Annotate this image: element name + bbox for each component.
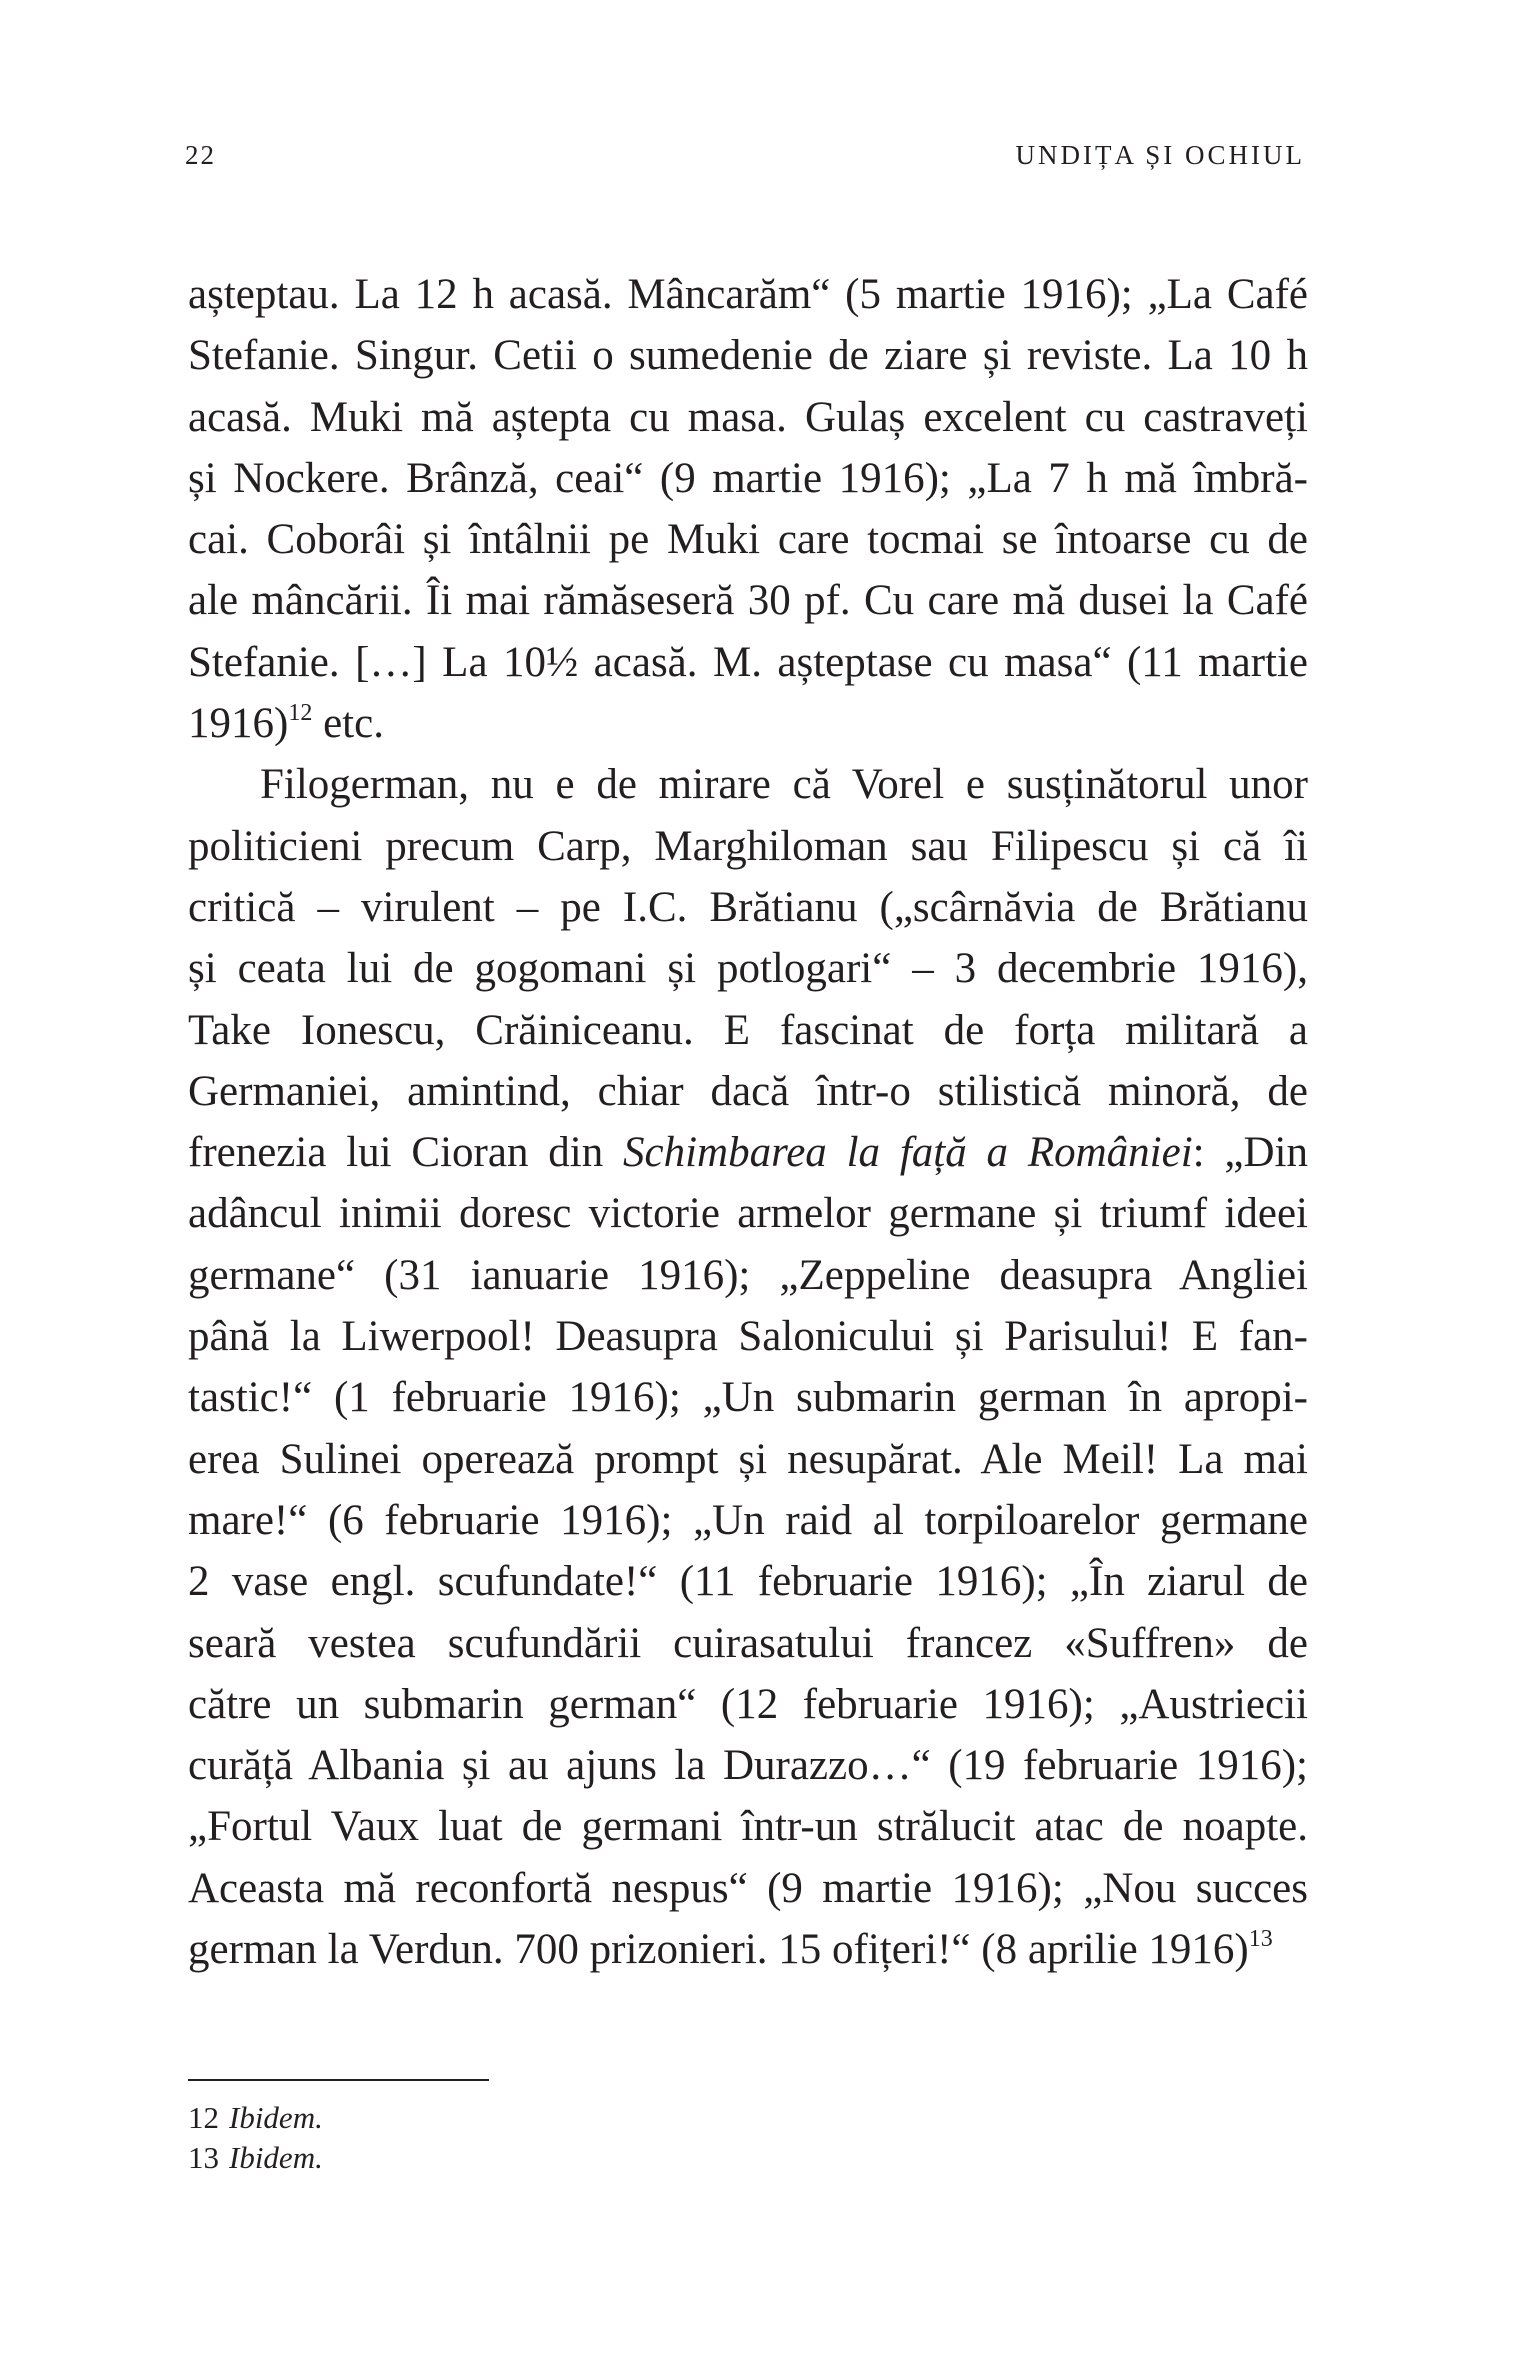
text-line <box>188 693 1308 754</box>
text-line: Stefanie. Singur. Cetii o sumedenie de ziare și reviste. La 10 h <box>188 332 1308 380</box>
text-line: Take Ionescu, Crăiniceanu. E fascinat de forța militară a <box>188 1006 1308 1054</box>
footnote-13 <box>188 2138 888 2178</box>
text-line: Stefanie. […] La 10½ acasă. M. așteptase cu masa“ (11 martie <box>188 638 1308 686</box>
page-number: 22 <box>185 140 216 170</box>
text-line: 2 vase engl. scufundate!“ (11 februarie 1916); „În ziarul de <box>188 1558 1308 1606</box>
text-fragment: german la Verdun. 700 prizonieri. 15 ofițeri!“ (8 aprilie 1916) <box>188 1926 1249 1974</box>
text-line: erea Sulinei operează prompt și nesupărat. Ale Meil! La mai <box>188 1435 1308 1483</box>
body-text <box>188 264 1308 1980</box>
paragraph-2 <box>188 754 1308 1980</box>
text-line: curăță Albania și au ajuns la Durazzo…“ (19 februarie 1916); <box>188 1742 1308 1790</box>
text-line: politicieni precum Carp, Marghiloman sau Filipescu și că îi <box>188 822 1308 870</box>
text-line: mare!“ (6 februarie 1916); „Un raid al torpiloarelor germane <box>188 1496 1308 1544</box>
paragraph-1 <box>188 264 1308 754</box>
text-line: seară vestea scufundării cuirasatului francez «Suffren» de <box>188 1619 1308 1667</box>
running-head: UNDIȚA ȘI OCHIUL <box>1015 140 1305 170</box>
text-fragment: : „Din <box>1192 1129 1308 1177</box>
text-line: Germaniei, amintind, chiar dacă într-o stilistică minoră, de <box>188 1067 1308 1115</box>
text-line <box>188 1919 1308 1980</box>
page-header <box>185 140 1305 180</box>
text-line: ale mâncării. Îi mai rămăseseră 30 pf. Cu care mă dusei la Café <box>188 577 1308 625</box>
text-line: Filogerman, nu e de mirare că Vorel e susținătorul unor <box>260 761 1308 809</box>
text-line: așteptau. La 12 h acasă. Mâncarăm“ (5 martie 1916); „La Café <box>188 271 1308 318</box>
footnote-ref-13: 13 <box>1248 1926 1273 1953</box>
footnote-divider <box>188 2079 489 2081</box>
footnote-ref-12: 12 <box>288 700 313 727</box>
text-line: acasă. Muki mă aștepta cu masa. Gulaș excelent cu castraveți <box>188 393 1308 441</box>
text-line: către un submarin german“ (12 februarie 1916); „Austriecii <box>188 1680 1308 1728</box>
text-line <box>188 1122 1308 1183</box>
text-fragment: 1916) <box>188 700 289 748</box>
text-line: până la Liwerpool! Deasupra Salonicului și Parisului! E fan- <box>188 1313 1308 1361</box>
text-line: și Nockere. Brânză, ceai“ (9 martie 1916); „La 7 h mă îmbră- <box>188 454 1308 502</box>
text-line: Aceasta mă reconfortă nespus“ (9 martie 1916); „Nou succes <box>188 1864 1308 1912</box>
text-line: tastic!“ (1 februarie 1916); „Un submarin german în apropi- <box>188 1374 1308 1422</box>
footnote-text: Ibidem. <box>229 2100 323 2135</box>
footnote-number: 12 <box>188 2100 219 2135</box>
text-line: „Fortul Vaux luat de germani într-un strălucit atac de noapte. <box>188 1803 1308 1851</box>
footnote-number: 13 <box>188 2140 219 2175</box>
text-line: adâncul inimii doresc victorie armelor germane și triumf ideei <box>188 1190 1308 1238</box>
text-fragment: frenezia lui Cioran din <box>188 1129 623 1177</box>
footnote-text: Ibidem. <box>229 2140 323 2175</box>
text-line: critică – virulent – pe I.C. Brătianu („scârnăvia de Brătianu <box>188 883 1308 931</box>
text-fragment: etc. <box>312 700 384 748</box>
book-title: Schimbarea la față a României <box>623 1129 1193 1177</box>
text-line: germane“ (31 ianuarie 1916); „Zeppeline deasupra Angliei <box>188 1251 1308 1299</box>
text-line: și ceata lui de gogomani și potlogari“ – 3 decembrie 1916), <box>188 945 1308 993</box>
text-line: cai. Coborâi și întâlnii pe Muki care tocmai se întoarse cu de <box>188 516 1308 564</box>
footnotes <box>188 2098 888 2178</box>
footnote-12 <box>188 2098 888 2138</box>
